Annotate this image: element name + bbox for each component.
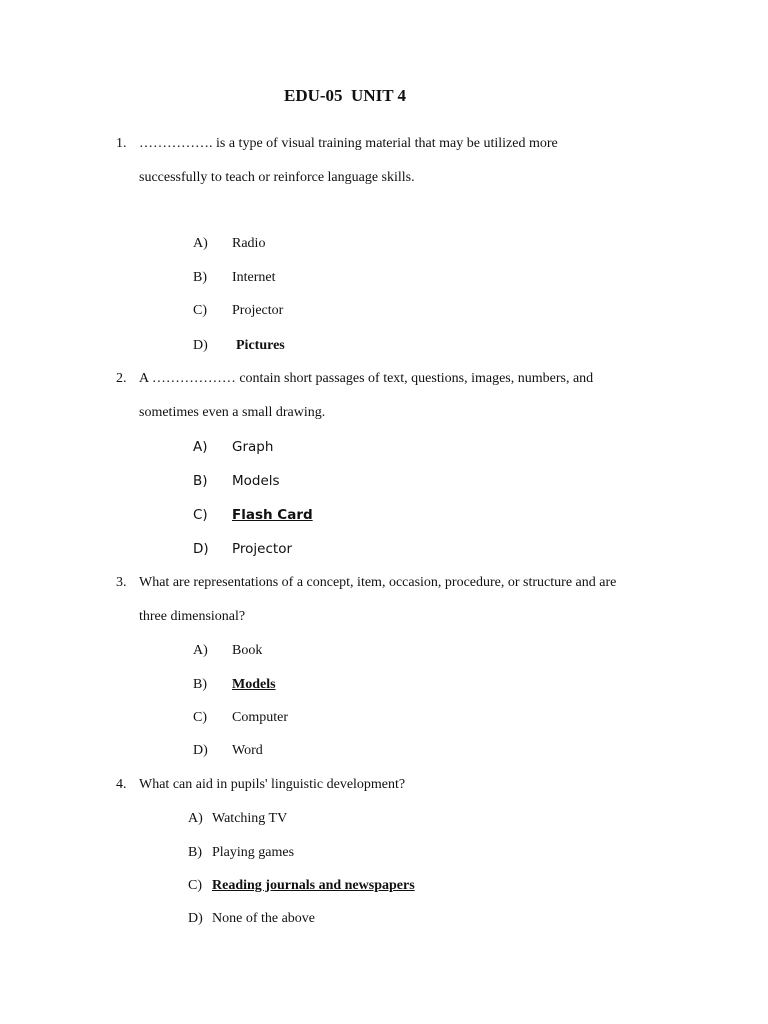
option-text: Book <box>232 643 263 658</box>
option-text: Projector <box>232 303 284 318</box>
option-text: Radio <box>232 236 266 251</box>
option-letter: A) <box>193 236 208 251</box>
option-letter: C) <box>193 303 207 318</box>
option-text: Watching TV <box>212 811 288 826</box>
option-text: Word <box>232 743 263 758</box>
option-letter: D) <box>193 743 208 758</box>
option-letter: A) <box>193 439 208 455</box>
question-text-line2: successfully to teach or reinforce language skills. <box>139 170 415 185</box>
question-number: 2. <box>116 371 127 386</box>
option-letter: D) <box>188 911 203 926</box>
question-number: 1. <box>116 136 127 151</box>
option-text: Models <box>232 473 280 489</box>
option-text-answer: Pictures <box>236 338 285 353</box>
option-letter: C) <box>193 710 207 725</box>
option-text: Projector <box>232 541 292 557</box>
question-text-line1: ……………. is a type of visual training material that may be utilized more <box>139 136 558 151</box>
option-letter: B) <box>193 270 207 285</box>
question-text-line1: What are representations of a concept, item, occasion, procedure, or structure and are <box>139 575 617 590</box>
option-letter: C) <box>193 507 208 523</box>
option-text: Playing games <box>212 845 295 860</box>
question-text-line1: What can aid in pupils' linguistic development? <box>139 777 406 792</box>
page-title: EDU-05 UNIT 4 <box>284 86 407 105</box>
option-text: Computer <box>232 710 288 725</box>
question-text-line2: sometimes even a small drawing. <box>139 405 326 420</box>
option-letter: A) <box>188 811 203 826</box>
option-text-answer: Reading journals and newspapers <box>212 878 415 893</box>
question-text-line1: A ……………… contain short passages of text, questions, images, numbers, and <box>139 371 594 386</box>
option-text-answer: Models <box>232 677 276 692</box>
option-letter: D) <box>193 338 208 353</box>
question-number: 4. <box>116 777 127 792</box>
question-number: 3. <box>116 575 127 590</box>
option-letter: D) <box>193 541 209 557</box>
option-text: Graph <box>232 439 274 455</box>
option-letter: A) <box>193 643 208 658</box>
option-letter: C) <box>188 878 202 893</box>
question-text-line2: three dimensional? <box>139 609 246 624</box>
option-text-answer: Flash Card <box>232 507 313 523</box>
option-letter: B) <box>188 845 202 860</box>
option-text: None of the above <box>212 911 316 926</box>
option-letter: B) <box>193 473 208 489</box>
option-text: Internet <box>232 270 276 285</box>
option-letter: B) <box>193 677 207 692</box>
